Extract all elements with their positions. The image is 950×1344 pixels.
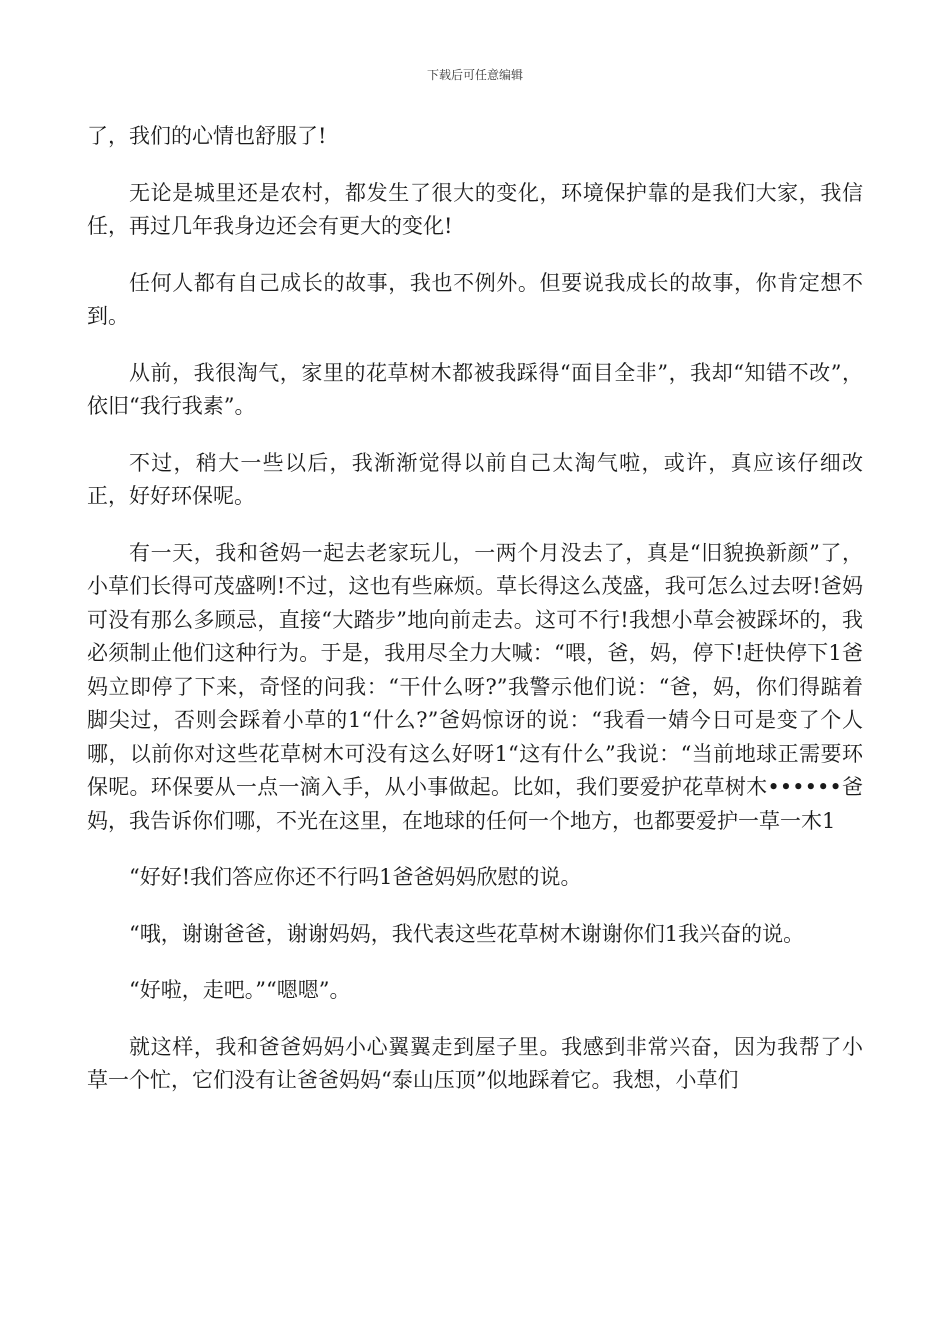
- paragraph: 从前，我很淘气，家里的花草树木都被我踩得“面目全非”，我却“知错不改”，依旧“我行我素”。: [87, 360, 863, 418]
- paragraph: 有一天，我和爸妈一起去老家玩儿，一两个月没去了，真是“旧貌换新颜”了，小草们长得可茂盛咧!不过，这也有些麻烦。草长得这么茂盛，我可怎么过去呀!爸妈可没有那么多顾忌，直接“大踏步”地向前走去。这可不行!我想小草会被踩坏的，我必须制止他们这种行为。于是，我用尽全力大喊：“喂，爸，妈，停下!赶快停下1爸妈立即停了下来，奇怪的问我：“干什么呀?”我警示他们说：“爸，妈，你们得踮着脚尖过，否则会踩着小草的1“什么?”爸妈惊讶的说：“我看一婧今日可是变了个人哪，以前你对这些花草树木可没有这么好呀1“这有什么”我说：“当前地球正需要环保呢。环保要从一点一滴入手，从小事做起。比如，我们要爱护花草树木••••••爸妈，我告诉你们哪，不光在这里，在地球的任何一个地方，也都要爱护一草一木1: [87, 540, 863, 833]
- paragraph: 任何人都有自己成长的故事，我也不例外。但要说我成长的故事，你肯定想不到。: [87, 270, 863, 328]
- paragraph: “哦，谢谢爸爸，谢谢妈妈，我代表这些花草树木谢谢你们1我兴奋的说。: [129, 921, 805, 946]
- document-body: [87, 120, 863, 1121]
- paragraph: 无论是城里还是农村，都发生了很大的变化，环境保护靠的是我们大家，我信任，再过几年我身边还会有更大的变化!: [87, 180, 863, 238]
- page-header: 下载后可任意编辑: [426, 68, 523, 82]
- paragraph: 了，我们的心情也舒服了!: [87, 124, 327, 148]
- paragraph: 不过，稍大一些以后，我渐渐觉得以前自己太淘气啦，或许，真应该仔细改正，好好环保呢。: [87, 450, 863, 508]
- paragraph: 就这样，我和爸爸妈妈小心翼翼走到屋子里。我感到非常兴奋，因为我帮了小草一个忙，它们没有让爸爸妈妈“泰山压顶”似地踩着它。我想，小草们: [87, 1034, 863, 1092]
- paragraph: “好啦，走吧。”“嗯嗯”。: [129, 978, 351, 1002]
- paragraph: “好好!我们答应你还不行吗1爸爸妈妈欣慰的说。: [129, 865, 582, 889]
